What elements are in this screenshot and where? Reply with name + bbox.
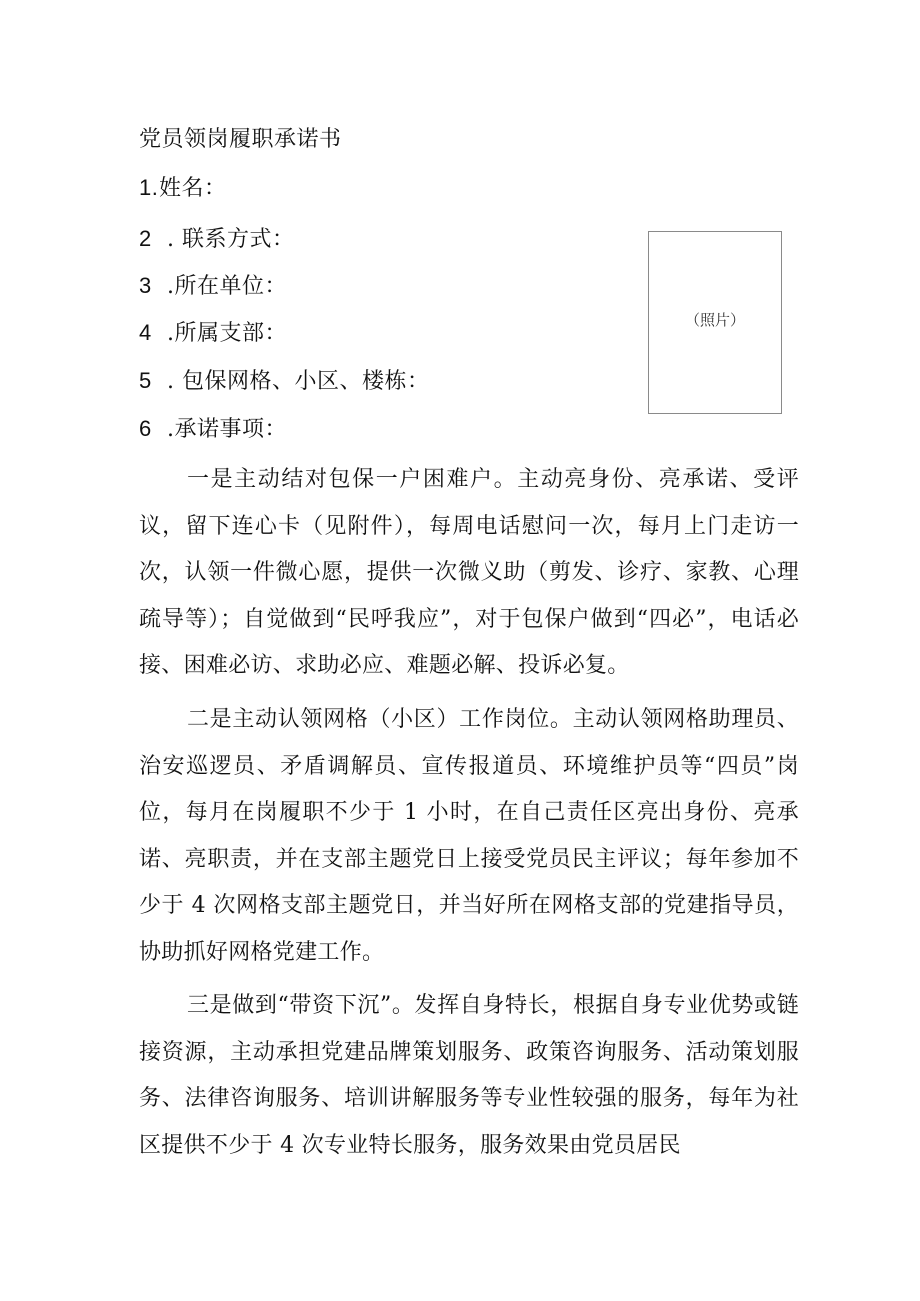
field-label: . 包保网格、小区、楼栋： <box>167 369 430 394</box>
field-commitment <box>139 413 287 446</box>
field-unit <box>139 270 287 303</box>
field-label: .所属支部： <box>167 321 287 346</box>
field-number: 1. <box>139 175 159 200</box>
paragraph-three: 三是做到“带资下沉”。发挥自身特长，根据自身专业优势或链接资源，主动承担党建品牌策划服务、政策咨询服务、活动策划服务、法律咨询服务、培训讲解服务等专业性较强的服务，每年为社区提供不少于 4 次专业特长服务，服务效果由党员居民 <box>139 993 799 1158</box>
field-branch <box>139 317 287 350</box>
field-number: 6 <box>139 416 152 441</box>
field-label: . 联系方式： <box>167 227 295 252</box>
field-label: .承诺事项： <box>167 417 287 442</box>
field-label: .所在单位： <box>167 274 287 299</box>
field-name <box>139 172 227 205</box>
field-label: 姓名： <box>159 176 227 201</box>
field-number: 5 <box>139 368 152 393</box>
field-number: 3 <box>139 273 152 298</box>
field-contact <box>139 223 295 256</box>
paragraph-one: 一是主动结对包保一户困难户。主动亮身份、亮承诺、受评议，留下连心卡（见附件），每周电话慰问一次，每月上门走访一次，认领一件微心愿，提供一次微义助（剪发、诊疗、家教、心理疏导等）；自觉做到“民呼我应”，对于包保户做到“四必”，电话必接、困难必访、求助必应、难题必解、投诉必复。 <box>139 467 799 678</box>
photo-label: （照片） <box>684 311 745 329</box>
field-number: 2 <box>139 226 152 251</box>
field-grid <box>139 365 430 398</box>
photo-placeholder <box>648 231 782 414</box>
field-number: 4 <box>139 320 152 345</box>
paragraph-two: 二是主动认领网格（小区）工作岗位。主动认领网格助理员、治安巡逻员、矛盾调解员、宣传报道员、环境维护员等“四员”岗位，每月在岗履职不少于 1 小时，在自己责任区亮出身份、亮承诺、亮职责，并在支部主题党日上接受党员民主评议；每年参加不少于 4 次网格支部主题党日，并当好所在网格支部的党建指导员，协助抓好网格党建工作。 <box>139 707 799 965</box>
document-title: 党员领岗履职承诺书 <box>139 127 342 152</box>
